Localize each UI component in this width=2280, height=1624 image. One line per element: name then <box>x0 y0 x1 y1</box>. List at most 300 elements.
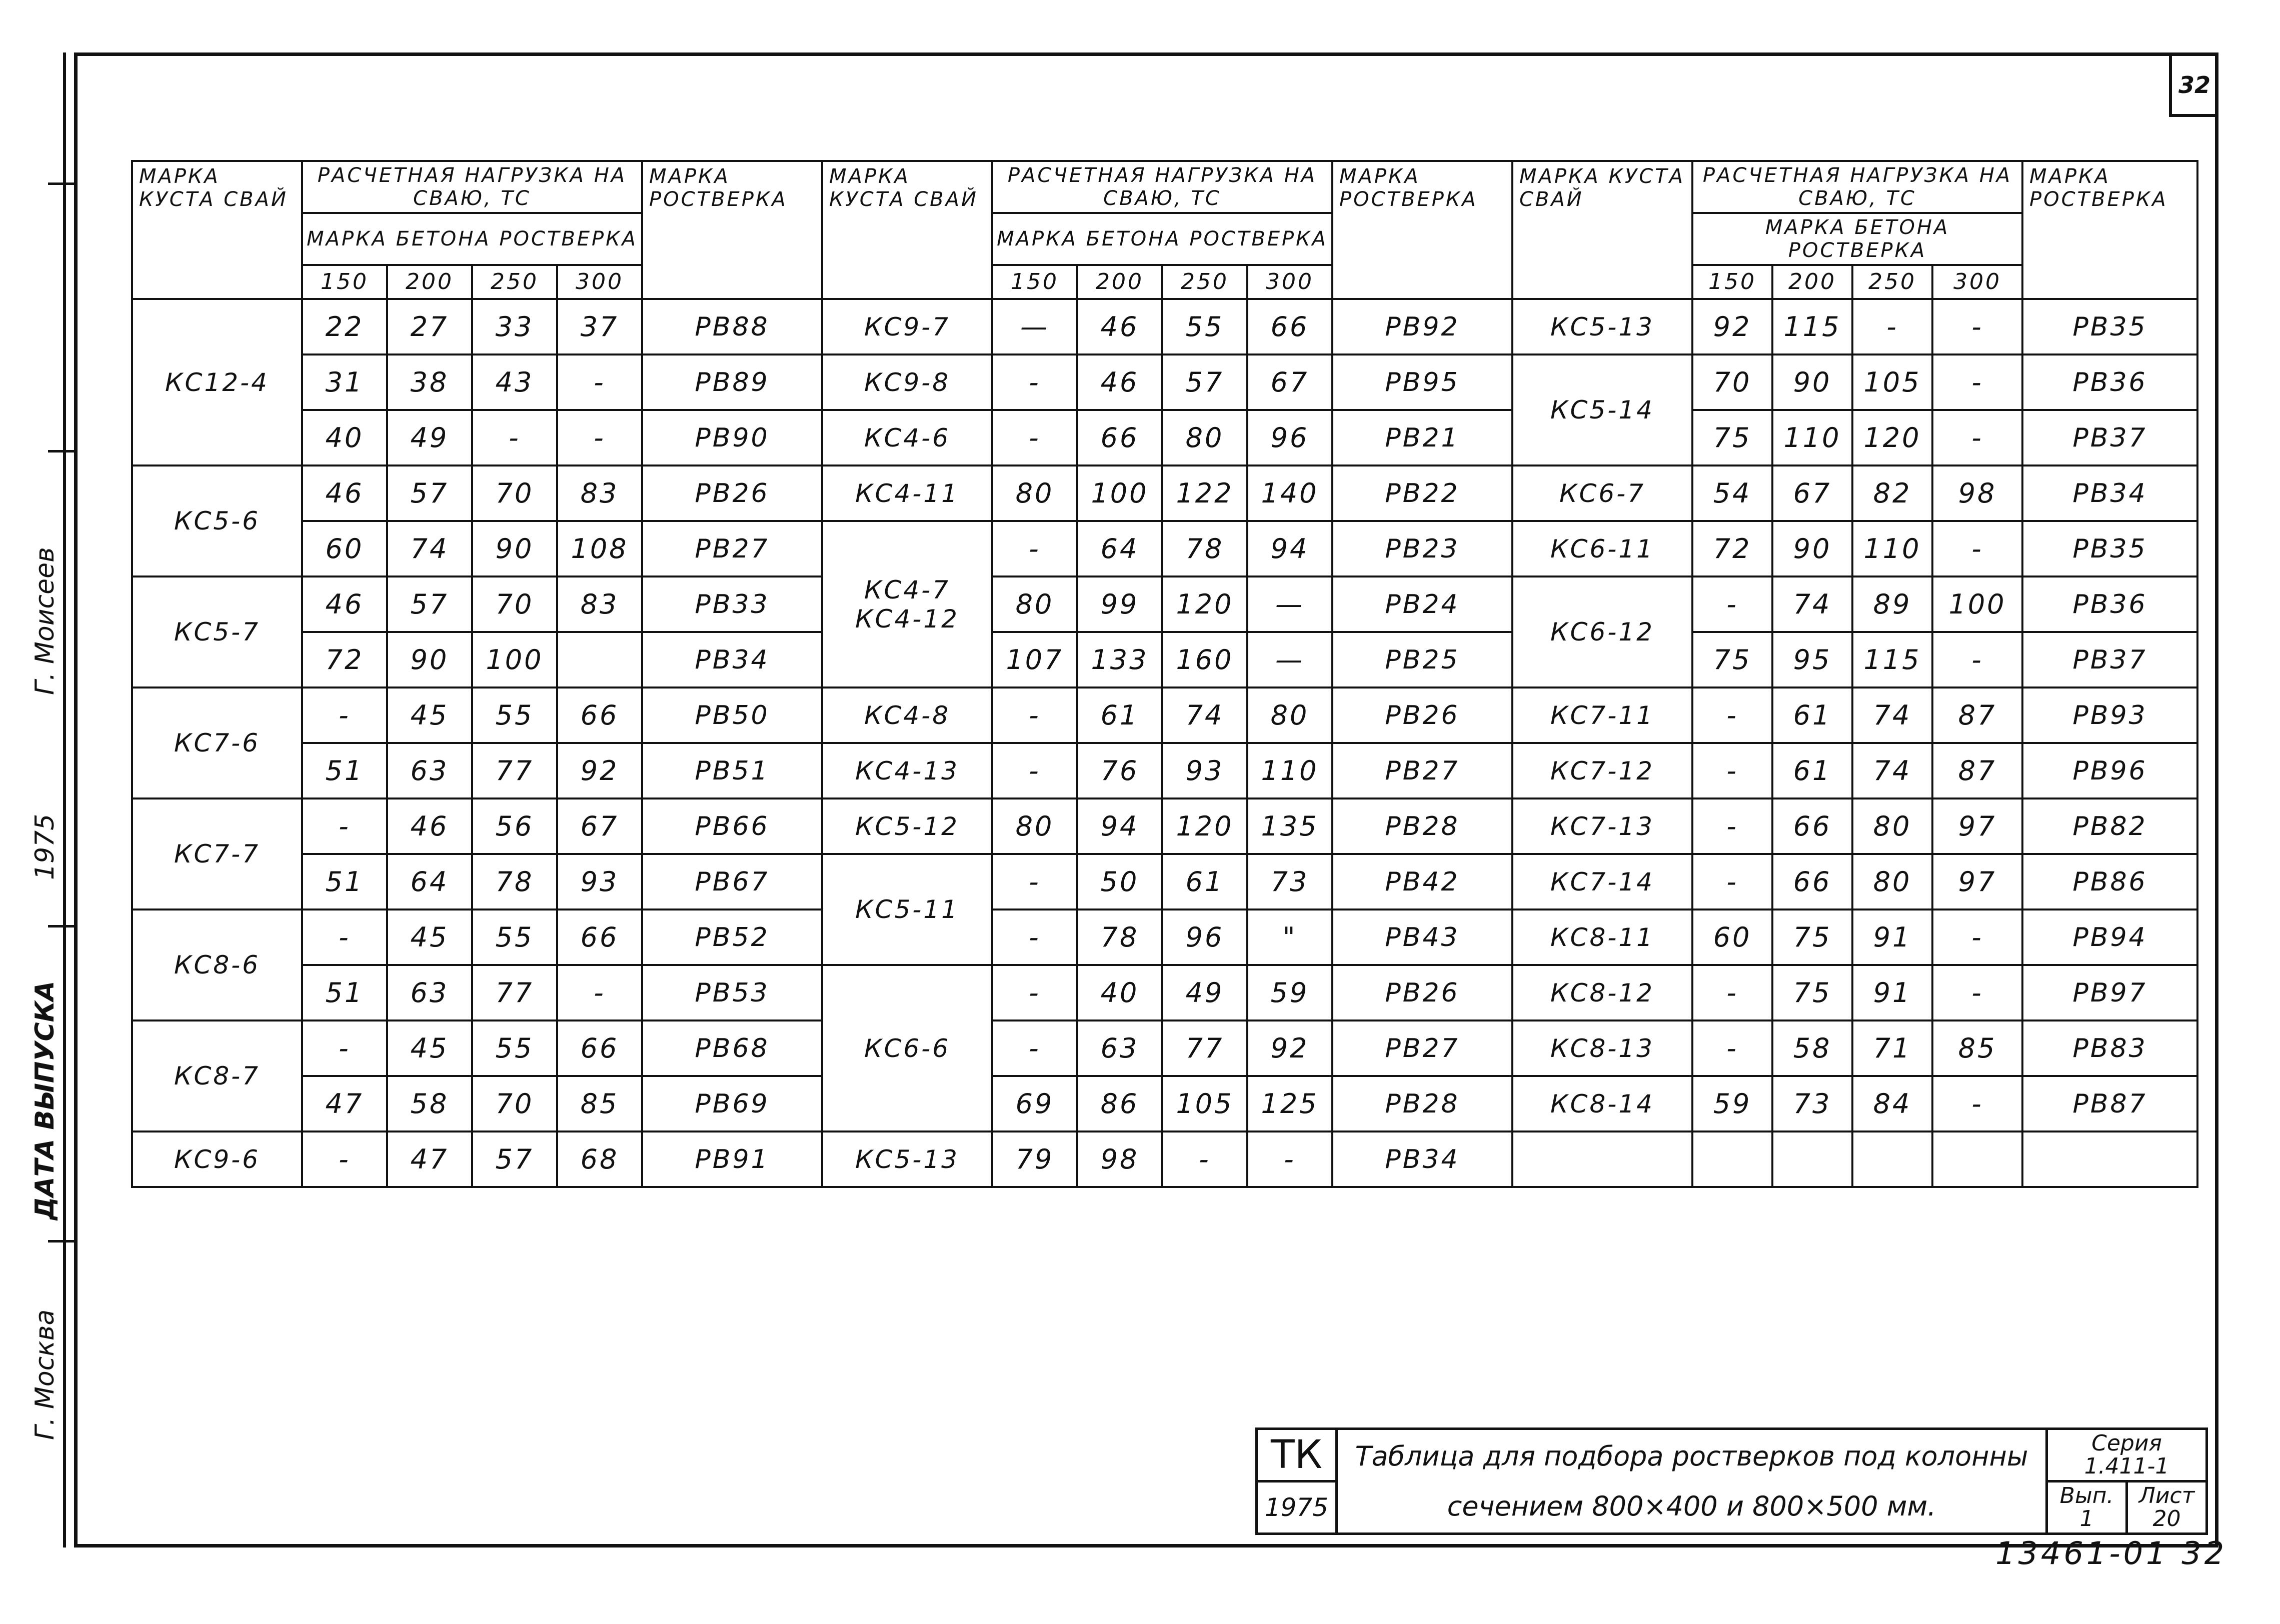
load-c250: 77 <box>1162 1020 1247 1076</box>
pile-group-mark: КС7-6 <box>132 688 302 798</box>
load-c300: 66 <box>557 688 642 743</box>
load-c150: 54 <box>1692 466 1772 521</box>
load-c200: 66 <box>1772 854 1852 910</box>
load-c250: 49 <box>1162 965 1247 1020</box>
table-row <box>1512 910 2197 965</box>
grillage-mark: РВ88 <box>642 299 822 354</box>
table-row <box>822 466 1512 521</box>
load-c250: 96 <box>1162 910 1247 965</box>
load-c200: 115 <box>1772 299 1852 354</box>
load-c150: 51 <box>302 965 387 1020</box>
header-c250: 250 <box>472 265 557 299</box>
sheet-label: Лист <box>2138 1483 2195 1508</box>
load-c150: 22 <box>302 299 387 354</box>
header-concrete: МАРКА БЕТОНА РОСТВЕРКА <box>992 213 1332 265</box>
load-c300: 73 <box>1247 854 1332 910</box>
load-c300 <box>557 632 642 688</box>
load-c250: 91 <box>1852 965 1932 1020</box>
load-c150: - <box>992 410 1077 466</box>
load-c150: 51 <box>302 854 387 910</box>
load-c300: 67 <box>1247 354 1332 410</box>
table-row <box>822 1132 1512 1187</box>
series-value: 1.411-1 <box>2084 1454 2169 1479</box>
title-block-sheet <box>2127 1482 2207 1534</box>
header-group-mark: МАРКА КУСТА СВАЙ <box>1512 161 1692 299</box>
load-c250: 78 <box>1162 521 1247 576</box>
grillage-mark: РВ36 <box>2022 576 2197 632</box>
pile-group-mark: КС12-4 <box>132 299 302 466</box>
load-c250: 55 <box>472 910 557 965</box>
pile-group-mark: КС4-7 КС4-12 <box>822 521 992 688</box>
load-c200: 45 <box>387 1020 472 1076</box>
grillage-mark: РВ34 <box>642 632 822 688</box>
load-c250: 120 <box>1162 798 1247 854</box>
load-c200: 67 <box>1772 466 1852 521</box>
grillage-mark: РВ28 <box>1332 798 1512 854</box>
load-c200: 57 <box>387 576 472 632</box>
pile-group-mark: КС4-11 <box>822 466 992 521</box>
load-c150: - <box>1692 576 1772 632</box>
series-label: Серия <box>2091 1430 2162 1456</box>
load-c200: 47 <box>387 1132 472 1187</box>
load-c150: - <box>1692 743 1772 798</box>
pile-group-mark: КС9-6 <box>132 1132 302 1187</box>
load-c150: - <box>1692 1020 1772 1076</box>
load-c250: 56 <box>472 798 557 854</box>
load-c300: 85 <box>1932 1020 2022 1076</box>
grillage-mark: РВ82 <box>2022 798 2197 854</box>
load-c300: 59 <box>1247 965 1332 1020</box>
load-c250: 55 <box>1162 299 1247 354</box>
header-concrete: МАРКА БЕТОНА РОСТВЕРКА <box>302 213 642 265</box>
table-row <box>1512 1132 2197 1187</box>
header-c200: 200 <box>1772 265 1852 299</box>
pile-group-mark: КС5-6 <box>132 466 302 576</box>
load-c250: 55 <box>472 1020 557 1076</box>
title-block-year: 1975 <box>1257 1482 1337 1534</box>
margin-tick <box>48 182 74 185</box>
pile-group-mark: КС8-7 <box>132 1020 302 1132</box>
table-row <box>822 410 1512 466</box>
table-row <box>1512 798 2197 854</box>
load-c150: 60 <box>1692 910 1772 965</box>
load-c300: 108 <box>557 521 642 576</box>
table-row <box>1512 688 2197 743</box>
header-c250: 250 <box>1852 265 1932 299</box>
load-c250: 91 <box>1852 910 1932 965</box>
load-c300: 97 <box>1932 854 2022 910</box>
load-c150: - <box>992 965 1077 1020</box>
header-c150: 150 <box>992 265 1077 299</box>
load-c200: 75 <box>1772 965 1852 1020</box>
load-c200: 110 <box>1772 410 1852 466</box>
pile-group-mark: КС7-14 <box>1512 854 1692 910</box>
load-c300: — <box>1247 576 1332 632</box>
grillage-mark: РВ68 <box>642 1020 822 1076</box>
grillage-mark: РВ37 <box>2022 632 2197 688</box>
load-c300: - <box>1932 965 2022 1020</box>
pile-group-mark: КС6-11 <box>1512 521 1692 576</box>
header-c200: 200 <box>387 265 472 299</box>
grillage-mark: РВ23 <box>1332 521 1512 576</box>
load-c300: " <box>1247 910 1332 965</box>
pile-group-mark: КС5-14 <box>1512 354 1692 466</box>
pile-group-mark: КС6-7 <box>1512 466 1692 521</box>
load-c150: 72 <box>302 632 387 688</box>
load-c200: 61 <box>1077 688 1162 743</box>
table-row <box>132 576 822 632</box>
load-c300: 110 <box>1247 743 1332 798</box>
grillage-mark: РВ94 <box>2022 910 2197 965</box>
pile-group-mark: КС6-6 <box>822 965 992 1132</box>
title-block <box>1255 1428 2208 1535</box>
grillage-mark: РВ83 <box>2022 1020 2197 1076</box>
margin-tick <box>48 450 74 452</box>
load-c200: 27 <box>387 299 472 354</box>
header-group-mark: МАРКА КУСТА СВАЙ <box>822 161 992 299</box>
grillage-mark: РВ87 <box>2022 1076 2197 1132</box>
grillage-mark: РВ24 <box>1332 576 1512 632</box>
load-c300: - <box>557 354 642 410</box>
header-concrete: МАРКА БЕТОНА РОСТВЕРКА <box>1692 213 2022 265</box>
grillage-mark: РВ34 <box>2022 466 2197 521</box>
load-c250: 100 <box>472 632 557 688</box>
grillage-mark: РВ97 <box>2022 965 2197 1020</box>
load-c150: - <box>302 1132 387 1187</box>
load-c300: - <box>1932 910 2022 965</box>
load-c300: - <box>1932 632 2022 688</box>
pile-group-mark: КС8-12 <box>1512 965 1692 1020</box>
load-c150 <box>1692 1132 1772 1187</box>
load-c300: 37 <box>557 299 642 354</box>
load-c200: 49 <box>387 410 472 466</box>
load-c150: - <box>992 854 1077 910</box>
load-c150: - <box>992 354 1077 410</box>
load-c250: 122 <box>1162 466 1247 521</box>
grillage-mark: РВ69 <box>642 1076 822 1132</box>
pile-group-mark <box>1512 1132 1692 1187</box>
grillage-mark: РВ93 <box>2022 688 2197 743</box>
load-c250: 82 <box>1852 466 1932 521</box>
load-c200: 38 <box>387 354 472 410</box>
load-c300: 87 <box>1932 688 2022 743</box>
table-row <box>822 299 1512 354</box>
load-c250: 74 <box>1852 743 1932 798</box>
header-grillage-mark: МАРКА РОСТВЕРКА <box>642 161 822 299</box>
grillage-mark: РВ22 <box>1332 466 1512 521</box>
load-c300: - <box>1932 1076 2022 1132</box>
load-c150: - <box>992 521 1077 576</box>
load-c200 <box>1772 1132 1852 1187</box>
load-c200: 78 <box>1077 910 1162 965</box>
table-row <box>822 688 1512 743</box>
load-c150: 72 <box>1692 521 1772 576</box>
load-c200: 66 <box>1077 410 1162 466</box>
load-c250: - <box>1162 1132 1247 1187</box>
pile-group-mark: КС7-11 <box>1512 688 1692 743</box>
load-c200: 86 <box>1077 1076 1162 1132</box>
grillage-mark: РВ90 <box>642 410 822 466</box>
load-c250: 57 <box>472 1132 557 1187</box>
pile-group-mark: КС9-8 <box>822 354 992 410</box>
table-row <box>132 299 822 354</box>
load-c250: 57 <box>1162 354 1247 410</box>
sheet-value: 20 <box>2152 1506 2181 1532</box>
load-c300: 94 <box>1247 521 1332 576</box>
load-c300: 87 <box>1932 743 2022 798</box>
load-c200: 76 <box>1077 743 1162 798</box>
grillage-mark: РВ50 <box>642 688 822 743</box>
grillage-mark: РВ91 <box>642 1132 822 1187</box>
title-line-2: сечением 800×400 и 800×500 мм. <box>1447 1490 1936 1522</box>
table-row <box>822 798 1512 854</box>
load-c300: 100 <box>1932 576 2022 632</box>
load-c200: 63 <box>387 965 472 1020</box>
grillage-mark: РВ28 <box>1332 1076 1512 1132</box>
table-row <box>822 854 1512 910</box>
load-c200: 63 <box>1077 1020 1162 1076</box>
load-c300: 92 <box>557 743 642 798</box>
grillage-mark: РВ67 <box>642 854 822 910</box>
load-c200: 73 <box>1772 1076 1852 1132</box>
grillage-mark: РВ92 <box>1332 299 1512 354</box>
pile-group-mark: КС5-11 <box>822 854 992 965</box>
load-c200: 58 <box>387 1076 472 1132</box>
table-row <box>1512 354 2197 410</box>
grillage-mark: РВ26 <box>1332 688 1512 743</box>
load-c200: 61 <box>1772 743 1852 798</box>
margin-issue-date-label: ДАТА ВЫПУСКА <box>30 980 60 1220</box>
margin-author-top: Г. Моисеев <box>30 547 60 695</box>
load-c150: - <box>1692 798 1772 854</box>
grillage-mark: РВ53 <box>642 965 822 1020</box>
load-c150: - <box>1692 688 1772 743</box>
load-c200: 99 <box>1077 576 1162 632</box>
pile-group-mark: КС9-7 <box>822 299 992 354</box>
load-c150: - <box>992 910 1077 965</box>
load-c300: 66 <box>1247 299 1332 354</box>
load-c250: 105 <box>1852 354 1932 410</box>
load-c150: - <box>1692 854 1772 910</box>
load-c300: - <box>1932 410 2022 466</box>
load-c150: 60 <box>302 521 387 576</box>
load-c250: 61 <box>1162 854 1247 910</box>
load-c150: 80 <box>992 576 1077 632</box>
load-c150: 92 <box>1692 299 1772 354</box>
pile-group-mark: КС8-14 <box>1512 1076 1692 1132</box>
load-c300: 85 <box>557 1076 642 1132</box>
grillage-mark: РВ89 <box>642 354 822 410</box>
pile-group-mark: КС6-12 <box>1512 576 1692 688</box>
pile-group-mark: КС8-11 <box>1512 910 1692 965</box>
table-row <box>132 910 822 965</box>
load-c250: 77 <box>472 965 557 1020</box>
load-c200: 75 <box>1772 910 1852 965</box>
header-load: РАСЧЕТНАЯ НАГРУЗКА НА СВАЮ, ТС <box>302 161 642 213</box>
load-c300: - <box>1932 521 2022 576</box>
margin-tick <box>48 925 74 928</box>
table-row <box>1512 965 2197 1020</box>
load-c300: - <box>1932 354 2022 410</box>
title-block-tk: ТК <box>1257 1429 1337 1482</box>
load-c150: 70 <box>1692 354 1772 410</box>
load-c200: 50 <box>1077 854 1162 910</box>
table-row <box>822 965 1512 1020</box>
pile-group-mark: КС4-6 <box>822 410 992 466</box>
table-row <box>1512 1076 2197 1132</box>
load-c300: 67 <box>557 798 642 854</box>
load-c250: 74 <box>1852 688 1932 743</box>
load-c200: 61 <box>1772 688 1852 743</box>
load-c250: 93 <box>1162 743 1247 798</box>
table-row <box>132 466 822 521</box>
table-row <box>1512 299 2197 354</box>
grillage-mark: РВ27 <box>642 521 822 576</box>
load-c150: 31 <box>302 354 387 410</box>
grillage-mark: РВ26 <box>1332 965 1512 1020</box>
load-c250: 78 <box>472 854 557 910</box>
table-row <box>1512 521 2197 576</box>
load-c150: - <box>992 743 1077 798</box>
header-c300: 300 <box>1247 265 1332 299</box>
archive-code: 13461-01 32 <box>1995 1535 2227 1572</box>
grillage-mark: РВ66 <box>642 798 822 854</box>
load-c250: 120 <box>1852 410 1932 466</box>
pile-group-mark: КС8-6 <box>132 910 302 1020</box>
grillage-mark: РВ27 <box>1332 743 1512 798</box>
load-c250: 70 <box>472 466 557 521</box>
table-row <box>1512 466 2197 521</box>
load-c250: 115 <box>1852 632 1932 688</box>
load-c150: 75 <box>1692 410 1772 466</box>
load-c200: 90 <box>387 632 472 688</box>
header-load: РАСЧЕТНАЯ НАГРУЗКА НА СВАЮ, ТС <box>1692 161 2022 213</box>
table-row <box>822 521 1512 576</box>
margin-tick <box>48 1240 74 1242</box>
grillage-mark: РВ27 <box>1332 1020 1512 1076</box>
pile-group-mark: КС8-13 <box>1512 1020 1692 1076</box>
load-c150: 80 <box>992 466 1077 521</box>
load-c250 <box>1852 1132 1932 1187</box>
load-c300: 66 <box>557 1020 642 1076</box>
load-c200: 46 <box>387 798 472 854</box>
grillage-mark: РВ86 <box>2022 854 2197 910</box>
load-c250: 89 <box>1852 576 1932 632</box>
load-c300: - <box>557 965 642 1020</box>
table-row <box>822 743 1512 798</box>
load-c300: 135 <box>1247 798 1332 854</box>
load-c200: 46 <box>1077 299 1162 354</box>
load-c250: 74 <box>1162 688 1247 743</box>
load-c150: 46 <box>302 466 387 521</box>
load-c300: 98 <box>1932 466 2022 521</box>
load-c300 <box>1932 1132 2022 1187</box>
load-c150: 69 <box>992 1076 1077 1132</box>
load-c200: 94 <box>1077 798 1162 854</box>
grillage-mark: РВ42 <box>1332 854 1512 910</box>
issue-label: Вып. <box>2059 1483 2114 1508</box>
load-c150: 51 <box>302 743 387 798</box>
table-section-1 <box>131 160 823 1188</box>
title-block-series <box>2047 1429 2207 1482</box>
load-c150: 107 <box>992 632 1077 688</box>
load-c250: 80 <box>1162 410 1247 466</box>
load-c300: 80 <box>1247 688 1332 743</box>
load-c150: 40 <box>302 410 387 466</box>
pile-group-mark: КС5-7 <box>132 576 302 688</box>
load-c250: 90 <box>472 521 557 576</box>
sheet-number: 32 <box>2169 56 2217 117</box>
load-c200: 40 <box>1077 965 1162 1020</box>
load-c250: 80 <box>1852 854 1932 910</box>
table-row <box>1512 1020 2197 1076</box>
header-c150: 150 <box>302 265 387 299</box>
pile-group-mark: КС5-12 <box>822 798 992 854</box>
load-c150: - <box>992 1020 1077 1076</box>
load-c300: 83 <box>557 576 642 632</box>
load-c300: 97 <box>1932 798 2022 854</box>
load-c250: 105 <box>1162 1076 1247 1132</box>
grillage-mark: РВ37 <box>2022 410 2197 466</box>
load-c300: 93 <box>557 854 642 910</box>
grillage-mark: РВ95 <box>1332 354 1512 410</box>
load-c200: 64 <box>1077 521 1162 576</box>
load-c200: 46 <box>1077 354 1162 410</box>
grillage-mark: РВ52 <box>642 910 822 965</box>
load-c200: 63 <box>387 743 472 798</box>
title-block-title <box>1337 1429 2047 1534</box>
load-c250: 160 <box>1162 632 1247 688</box>
load-c200: 58 <box>1772 1020 1852 1076</box>
load-c150: - <box>302 798 387 854</box>
load-c200: 64 <box>387 854 472 910</box>
load-c150: 80 <box>992 798 1077 854</box>
table-row <box>132 1132 822 1187</box>
load-c250: 84 <box>1852 1076 1932 1132</box>
table-row <box>1512 743 2197 798</box>
load-c300: — <box>1247 632 1332 688</box>
load-c300: 140 <box>1247 466 1332 521</box>
header-c150: 150 <box>1692 265 1772 299</box>
table-section-3 <box>1511 160 2198 1188</box>
pile-group-mark: КС4-13 <box>822 743 992 798</box>
load-c300: - <box>1247 1132 1332 1187</box>
pile-group-mark: КС5-13 <box>822 1132 992 1187</box>
load-c200: 133 <box>1077 632 1162 688</box>
load-c300: - <box>1932 299 2022 354</box>
load-c250: 80 <box>1852 798 1932 854</box>
grillage-mark: РВ35 <box>2022 299 2197 354</box>
header-c200: 200 <box>1077 265 1162 299</box>
load-c150: - <box>302 910 387 965</box>
load-c150: 75 <box>1692 632 1772 688</box>
load-c300: 66 <box>557 910 642 965</box>
load-c300: 92 <box>1247 1020 1332 1076</box>
table-row <box>132 688 822 743</box>
load-c250: 70 <box>472 576 557 632</box>
load-c300: 68 <box>557 1132 642 1187</box>
pile-group-mark: КС7-13 <box>1512 798 1692 854</box>
grillage-mark: РВ26 <box>642 466 822 521</box>
grillage-mark: РВ33 <box>642 576 822 632</box>
table-section-2 <box>821 160 1513 1188</box>
grillage-mark: РВ34 <box>1332 1132 1512 1187</box>
header-c300: 300 <box>557 265 642 299</box>
load-c150: - <box>1692 965 1772 1020</box>
load-c200: 90 <box>1772 521 1852 576</box>
grillage-mark: РВ51 <box>642 743 822 798</box>
load-c200: 90 <box>1772 354 1852 410</box>
